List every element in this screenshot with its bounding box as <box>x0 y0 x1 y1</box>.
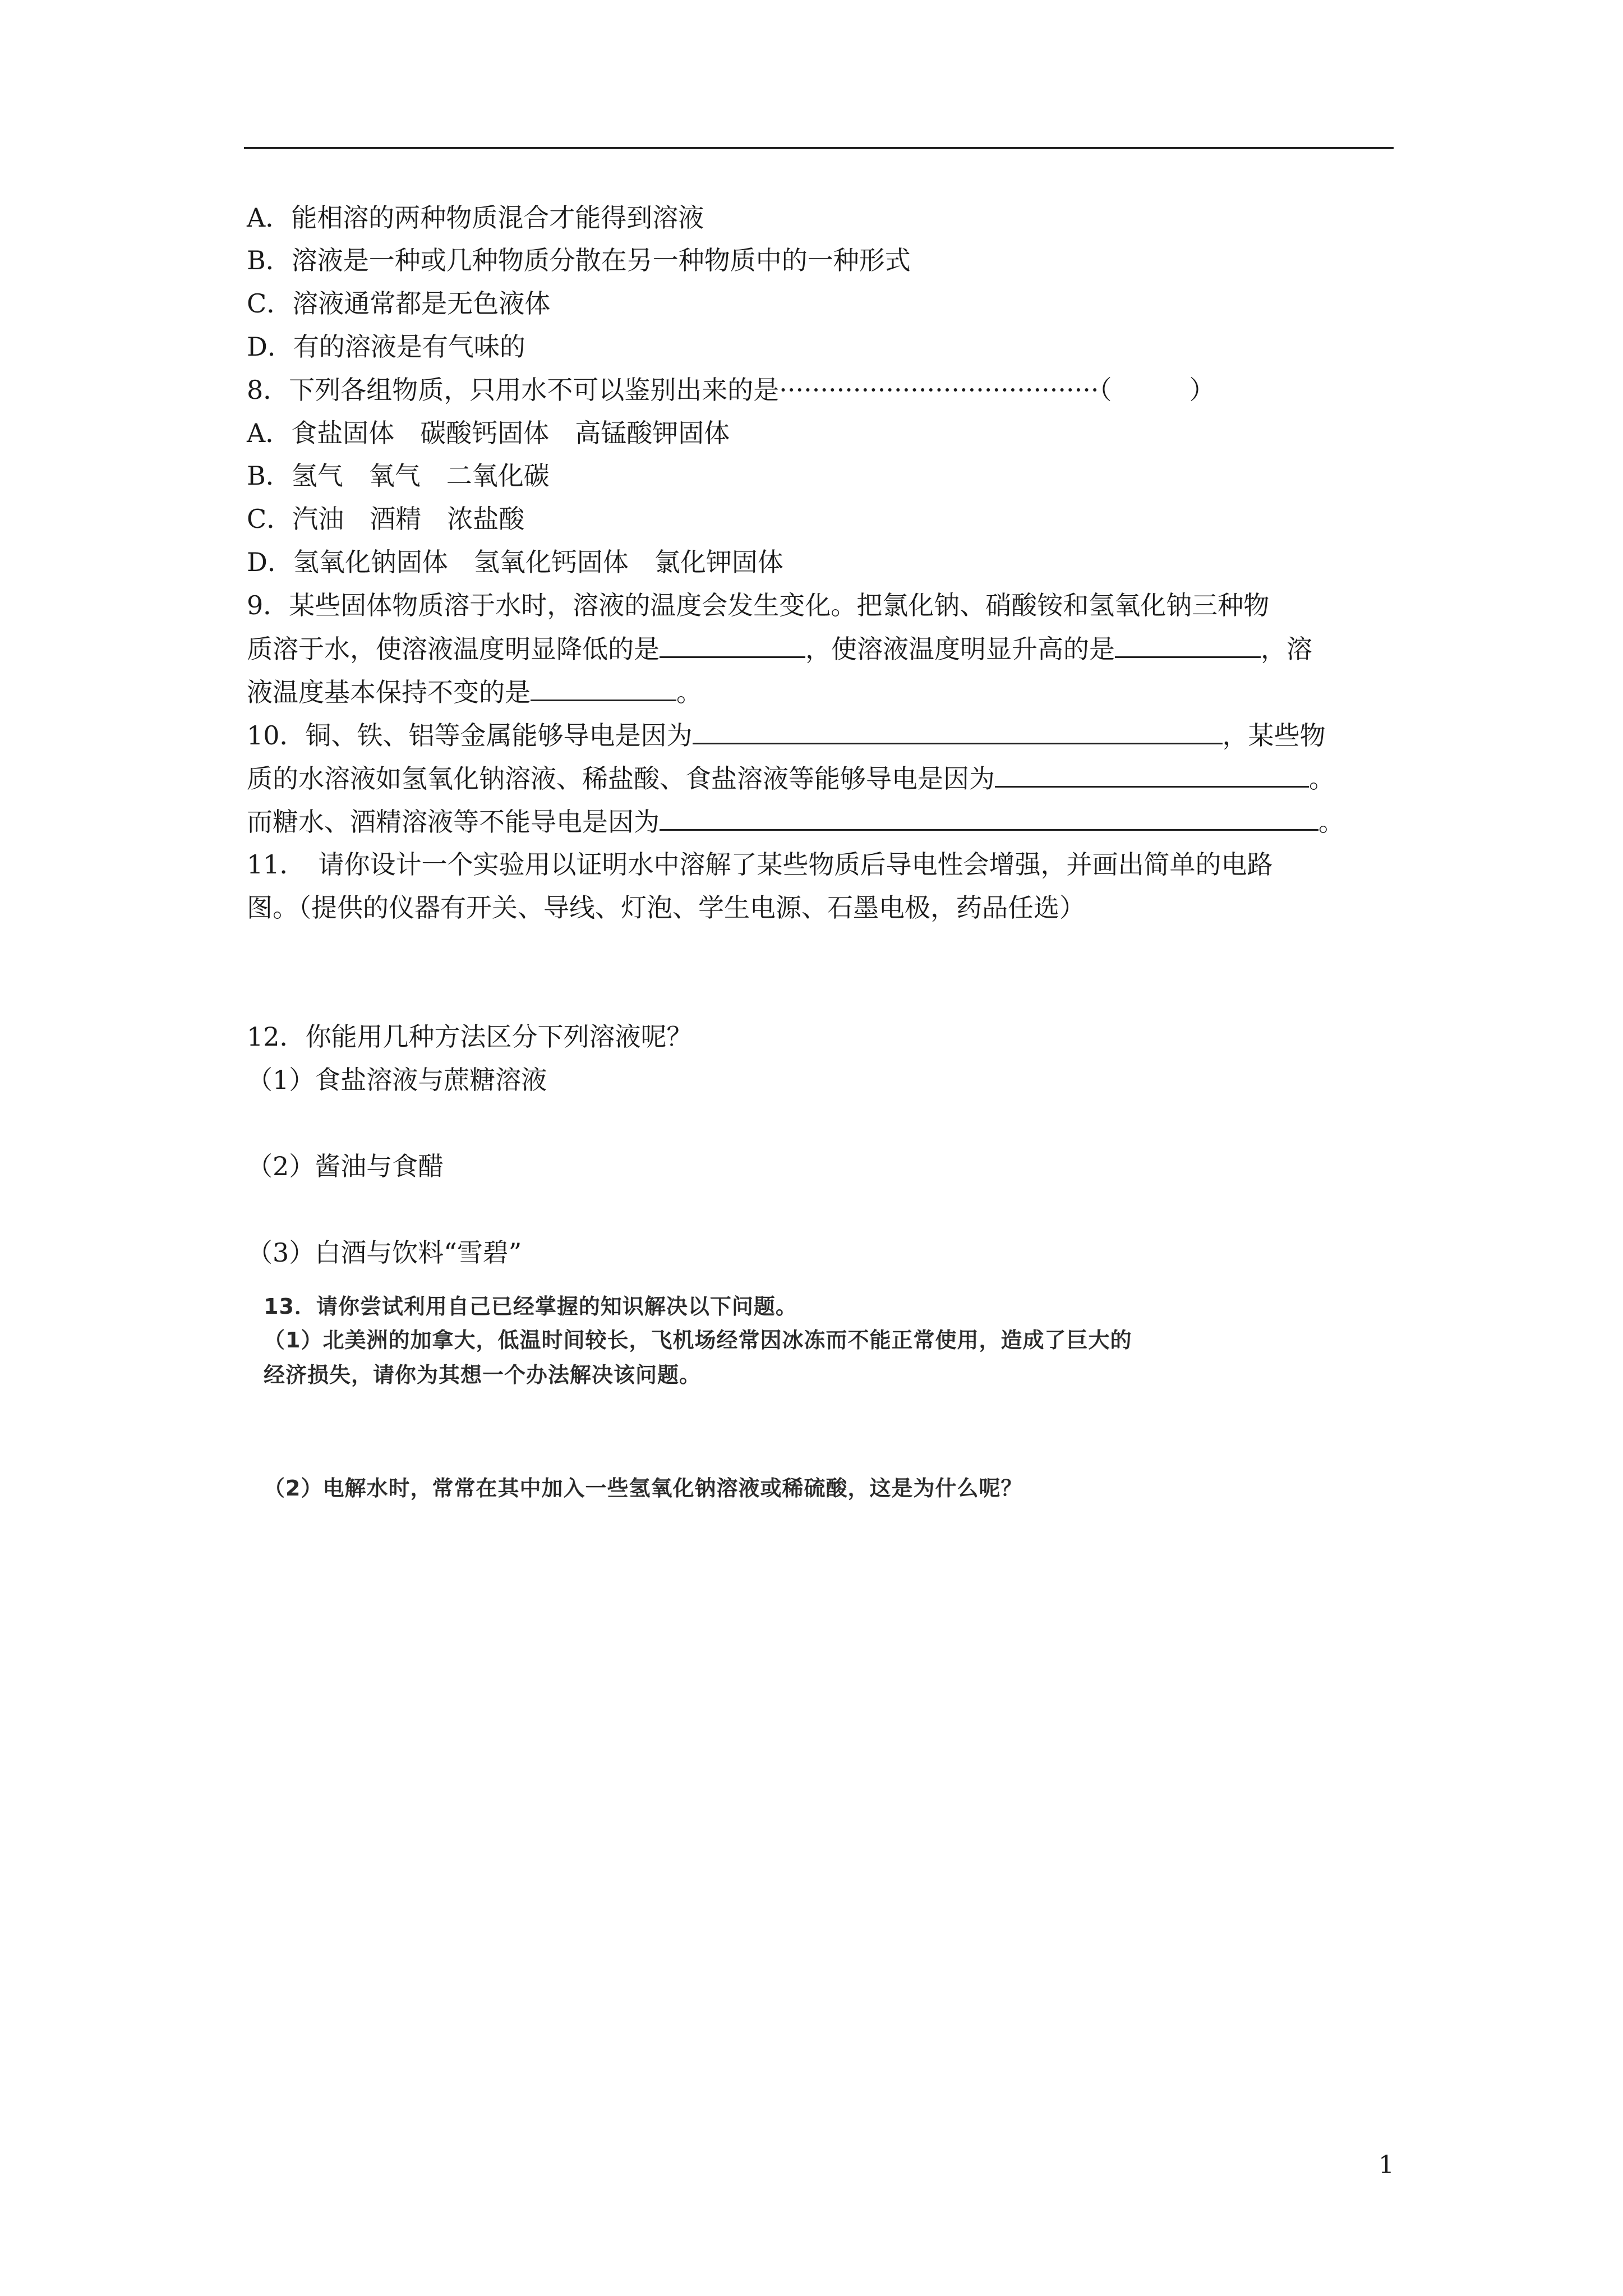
q12-item-3: （3）白酒与饮料“雪碧” <box>247 1237 522 1268</box>
q9-line-2 <box>247 632 1312 666</box>
q10-line-3-text-b: 。 <box>1318 807 1344 837</box>
q13-item-1-line-2: 经济损失，请你为其想一个办法解决该问题。 <box>264 1363 702 1387</box>
q10-blank-solution-conduct[interactable] <box>995 761 1309 788</box>
q7-option-d: D．有的溶液是有气味的 <box>247 332 525 362</box>
page-number: 1 <box>1378 2151 1394 2179</box>
q8-stem-text: 8．下列各组物质，只用水不可以鉴别出来的是······································· <box>247 375 1099 405</box>
q8-option-d: D．氢氧化钠固体 氢氧化钙固体 氯化钾固体 <box>247 547 783 577</box>
q10-line-1-text-a: 10．铜、铁、铝等金属能够导电是因为 <box>247 720 693 751</box>
q10-line-1 <box>247 718 1326 752</box>
q7-option-c: C．溶液通常都是无色液体 <box>247 288 551 319</box>
q11-line-1: 11． 请你设计一个实验用以证明水中溶解了某些物质后导电性会增强，并画出简单的电路 <box>247 849 1273 880</box>
q9-line-3-text-a: 液温度基本保持不变的是 <box>247 677 531 707</box>
q7-option-a: A．能相溶的两种物质混合才能得到溶液 <box>247 203 704 233</box>
q9-line-3-text-b: 。 <box>676 677 702 707</box>
q10-line-2-text-b: 。 <box>1309 763 1335 794</box>
q13-item-1-line-1: （1）北美洲的加拿大，低温时间较长，飞机场经常因冰冻而不能正常使用，造成了巨大的 <box>264 1328 1132 1352</box>
q11-line-2: 图。（提供的仪器有开关、导线、灯泡、学生电源、石墨电极，药品任选） <box>247 892 1085 923</box>
q10-line-3-text-a: 而糖水、酒精溶液等不能导电是因为 <box>247 807 660 837</box>
q8-answer-paren: （ ） <box>1099 375 1215 405</box>
q12-item-1: （1）食盐溶液与蔗糖溶液 <box>247 1065 547 1095</box>
q8-option-c: C．汽油 酒精 浓盐酸 <box>247 504 525 534</box>
q10-blank-metal-conduct[interactable] <box>693 718 1223 744</box>
q10-line-1-text-b: ，某些物 <box>1222 720 1326 751</box>
q9-blank-same-temp[interactable] <box>531 675 676 701</box>
q8-option-b: B．氢气 氧气 二氧化碳 <box>247 461 550 491</box>
q13-stem: 13．请你尝试利用自己已经掌握的知识解决以下问题。 <box>264 1294 797 1319</box>
q13-item-2: （2）电解水时，常常在其中加入一些氢氧化钠溶液或稀硫酸，这是为什么呢？ <box>264 1476 1023 1501</box>
q7-option-b: B．溶液是一种或几种物质分散在另一种物质中的一种形式 <box>247 245 911 275</box>
q10-blank-no-conduct[interactable] <box>660 804 1318 831</box>
q10-line-3 <box>247 804 1344 839</box>
q12-item-2: （2）酱油与食醋 <box>247 1151 444 1181</box>
q9-line-1: 9．某些固体物质溶于水时，溶液的温度会发生变化。把氯化钠、硝酸铵和氢氧化钠三种物 <box>247 590 1270 620</box>
q9-line-3 <box>247 675 702 709</box>
header-rule <box>244 147 1394 149</box>
q8-stem <box>247 373 1215 407</box>
q8-option-a: A．食盐固体 碳酸钙固体 高锰酸钾固体 <box>247 418 730 448</box>
q9-line-2-text-a: 质溶于水，使溶液温度明显降低的是 <box>247 634 660 664</box>
q9-line-2-text-c: ，溶 <box>1261 634 1312 664</box>
q9-blank-lower-temp[interactable] <box>660 632 805 658</box>
q10-line-2-text-a: 质的水溶液如氢氧化钠溶液、稀盐酸、食盐溶液等能够导电是因为 <box>247 763 995 794</box>
q9-blank-higher-temp[interactable] <box>1115 632 1261 658</box>
q12-stem: 12．你能用几种方法区分下列溶液呢？ <box>247 1022 693 1052</box>
q9-line-2-text-b: ，使溶液温度明显升高的是 <box>805 634 1115 664</box>
q10-line-2 <box>247 761 1335 795</box>
